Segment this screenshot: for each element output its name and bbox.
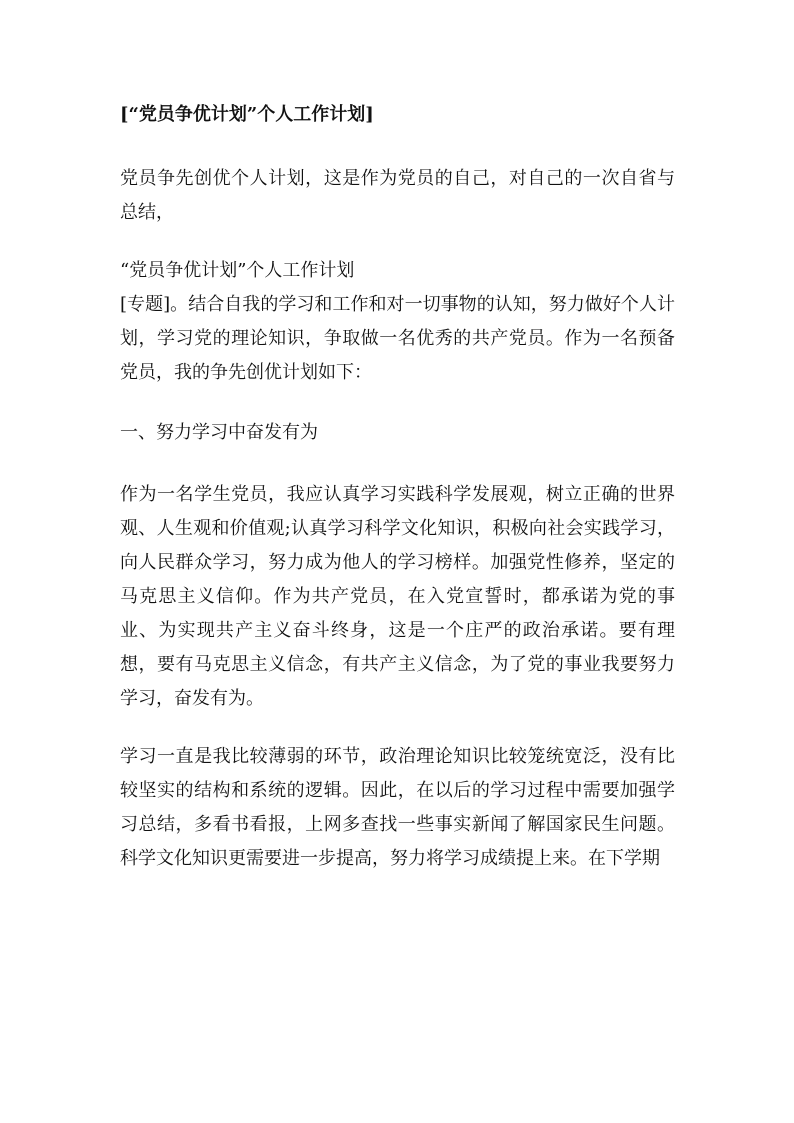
document-title: [“党员争优计划”个人工作计划]	[120, 104, 374, 125]
lead-paragraph: 党员争先创优个人计划，这是作为党员的自己，对自己的一次自省与总结，	[120, 168, 675, 223]
document-subtitle: “党员争优计划”个人工作计划	[120, 260, 355, 281]
intro-paragraph: [专题]。结合自我的学习和工作和对一切事物的认知，努力做好个人计划，学习党的理论知识，争取做一名优秀的共产党员。作为一名预备党员，我的争先创优计划如下：	[120, 294, 675, 383]
body-paragraph-1: 作为一名学生党员，我应认真学习实践科学发展观，树立正确的世界观、人生观和价值观;认真学习科学文化知识，积极向社会实践学习，向人民群众学习，努力成为他人的学习榜样。加强党性修养，坚定的马克思主义信仰。作为共产党员，在入党宣誓时，都承诺为党的事业、为实现共产主义奋斗终身，这是一个庄严的政治承诺。要有理想，要有马克思主义信念，有共产主义信念，为了党的事业我要努力学习，奋发有为。	[120, 484, 675, 709]
body-paragraph-2: 学习一直是我比较薄弱的环节，政治理论知识比较笼统宽泛，没有比较坚实的结构和系统的逻辑。因此，在以后的学习过程中需要加强学习总结，多看书看报，上网多查找一些事实新闻了解国家民生问题。科学文化知识更需要进一步提高，努力将学习成绩提上来。在下学期	[120, 746, 675, 869]
section-heading: 一、努力学习中奋发有为	[120, 422, 318, 443]
document-body	[120, 98, 675, 876]
